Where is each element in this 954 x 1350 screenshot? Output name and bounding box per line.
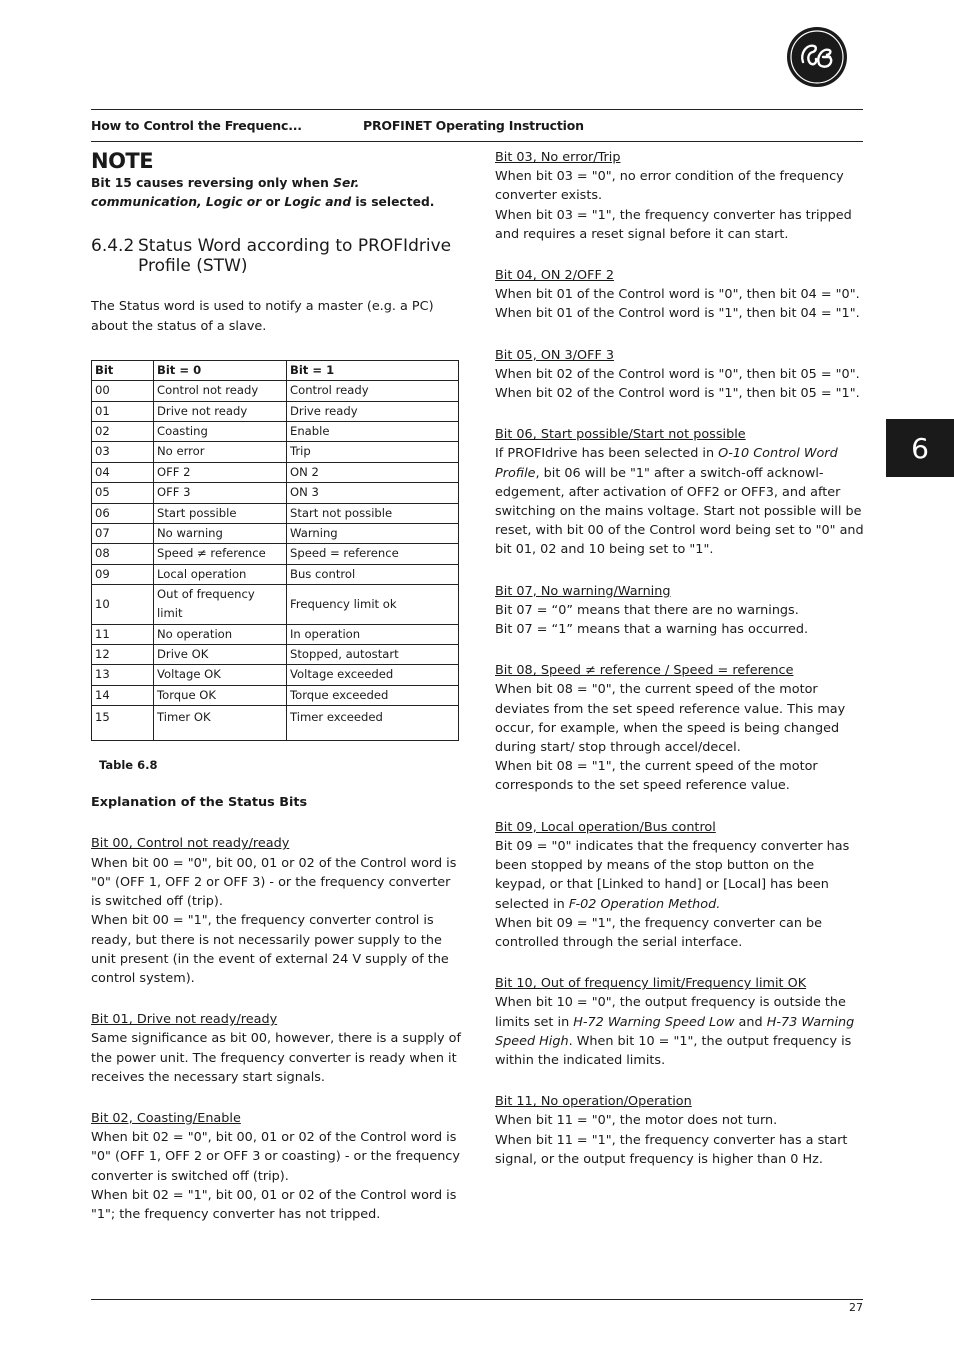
bit-one-meaning-cell: Stopped, autostart: [287, 644, 459, 664]
right-column: [495, 148, 867, 1169]
section-heading: [91, 236, 461, 276]
bit-zero-meaning-cell: Voltage OK: [154, 665, 287, 685]
bit-11-text-2: When bit 11 = "1", the frequency converter has a start signal, or the output frequency is higher than 0 Hz.: [495, 1132, 848, 1167]
left-column: [91, 148, 461, 1224]
bit-04-title: Bit 04, ON 2/OFF 2: [495, 268, 615, 284]
header-left-title: How to Control the Frequenc...: [91, 118, 302, 133]
table-row: [92, 421, 459, 441]
bit-number-cell: 08: [92, 544, 154, 564]
header-doc-title: PROFINET Operating Instruction: [363, 118, 584, 133]
bit-one-meaning-cell: Voltage exceeded: [287, 665, 459, 685]
bit-05-text-1: When bit 02 of the Control word is "0", then bit 05 = "0".: [495, 366, 860, 382]
bit-zero-meaning-cell: Drive OK: [154, 644, 287, 664]
bit-04-text-1: When bit 01 of the Control word is "0", then bit 04 = "0".: [495, 287, 860, 303]
bit-09-text-1: Bit 09 = "0" indicates that the frequency converter has been stopped by means of the stop button on the keypad, or that [Linked to hand] or [Local] has been selected in F-02 Operation Method.: [495, 838, 850, 912]
bit-00-text-2: When bit 00 = "1", the frequency converter control is ready, but there is not necessarily power supply to the unit present (in the event of external 24 V supply of the control system).: [91, 913, 449, 986]
bit-02-block: [91, 1109, 461, 1224]
bit-zero-meaning-cell: OFF 2: [154, 462, 287, 482]
table-row: [92, 685, 459, 705]
bit-02-text-2: When bit 02 = "1", bit 00, 01 or 02 of the Control word is "1"; the frequency converter has not tripped.: [91, 1187, 457, 1222]
bit-01-block: [91, 1010, 461, 1087]
bit-one-meaning-cell: In operation: [287, 624, 459, 644]
bit-number-cell: 07: [92, 523, 154, 543]
bit-zero-meaning-cell: Start possible: [154, 503, 287, 523]
bit-05-block: [495, 346, 867, 404]
bit-one-meaning-cell: Trip: [287, 442, 459, 462]
table-row: [92, 401, 459, 421]
bit-01-text-1: Same significance as bit 00, however, there is a supply of the power unit. The frequency converter is ready when it receives the necessary start signals.: [91, 1031, 461, 1085]
bit-number-cell: 13: [92, 665, 154, 685]
bit-one-meaning-cell: Frequency limit ok: [287, 585, 459, 624]
bit-02-text-1: When bit 02 = "0", bit 00, 01 or 02 of the Control word is "0" (OFF 1, OFF 2 or OFF 3 or coasting) - or the frequency converter is switched off (trip).: [91, 1130, 460, 1184]
bit-one-meaning-cell: Speed = reference: [287, 544, 459, 564]
bit-one-meaning-cell: Enable: [287, 421, 459, 441]
bit-03-block: [495, 148, 867, 244]
table-header-cell: Bit: [92, 360, 154, 380]
table-row: [92, 624, 459, 644]
intro-paragraph: The Status word is used to notify a master (e.g. a PC) about the status of a slave.: [91, 299, 434, 334]
bit-10-title: Bit 10, Out of frequency limit/Frequency limit OK: [495, 976, 807, 992]
bit-one-meaning-cell: Warning: [287, 523, 459, 543]
bit-01-title: Bit 01, Drive not ready/ready: [91, 1012, 278, 1028]
bit-09-title: Bit 09, Local operation/Bus control: [495, 819, 716, 835]
bit-02-title: Bit 02, Coasting/Enable: [91, 1110, 241, 1126]
bit-zero-meaning-cell: Local operation: [154, 564, 287, 584]
bit-05-text-2: When bit 02 of the Control word is "1", then bit 05 = "1".: [495, 386, 860, 402]
bit-08-title: Bit 08, Speed ≠ reference / Speed = reference: [495, 663, 794, 679]
page-number: 27: [849, 1301, 863, 1314]
table-caption: Table 6.8: [99, 758, 158, 773]
bit-03-text-2: When bit 03 = "1", the frequency converter has tripped and requires a reset signal before it can start.: [495, 207, 852, 242]
bit-09-block: [495, 818, 867, 952]
bit-number-cell: 03: [92, 442, 154, 462]
bit-zero-meaning-cell: Timer OK: [154, 706, 287, 741]
section-title: Status Word according to PROFIdrive Profile (STW): [138, 236, 452, 277]
bit-00-title: Bit 00, Control not ready/ready: [91, 836, 290, 852]
bit-10-block: [495, 974, 867, 1070]
bit-number-cell: 02: [92, 421, 154, 441]
bit-zero-meaning-cell: Speed ≠ reference: [154, 544, 287, 564]
bit-number-cell: 04: [92, 462, 154, 482]
bit-zero-meaning-cell: Torque OK: [154, 685, 287, 705]
bit-number-cell: 00: [92, 381, 154, 401]
bit-zero-meaning-cell: Out of frequency limit: [154, 585, 287, 624]
bit-number-cell: 06: [92, 503, 154, 523]
bit-03-text-1: When bit 03 = "0", no error condition of the frequency converter exists.: [495, 169, 844, 204]
bit-07-text-2: Bit 07 = “1” means that a warning has occurred.: [495, 622, 809, 638]
bit-11-text-1: When bit 11 = "0", the motor does not turn.: [495, 1113, 778, 1129]
footer-rule: [91, 1299, 863, 1300]
bit-10-text: When bit 10 = "0", the output frequency is outside the limits set in H-72 Warning Speed Low and H-73 Warning Speed High. When bit 10 = "1", the output frequency is within the indicated limits.: [495, 995, 855, 1068]
bit-number-cell: 12: [92, 644, 154, 664]
table-row: [92, 564, 459, 584]
bit-one-meaning-cell: ON 3: [287, 483, 459, 503]
bit-09-text-2: When bit 09 = "1", the frequency converter can be controlled through the serial interface.: [495, 915, 823, 950]
bit-11-block: [495, 1092, 867, 1169]
ge-logo: [786, 26, 848, 88]
table-row: [92, 462, 459, 482]
bit-05-title: Bit 05, ON 3/OFF 3: [495, 347, 615, 363]
bit-zero-meaning-cell: OFF 3: [154, 483, 287, 503]
table-row: [92, 483, 459, 503]
bit-one-meaning-cell: Drive ready: [287, 401, 459, 421]
bit-06-title: Bit 06, Start possible/Start not possible: [495, 427, 746, 443]
note-title: NOTE: [91, 149, 154, 173]
explanation-heading: Explanation of the Status Bits: [91, 795, 308, 811]
table-row: [92, 644, 459, 664]
bit-00-text-1: When bit 00 = "0", bit 00, 01 or 02 of the Control word is "0" (OFF 1, OFF 2 or OFF 3) - or the frequency converter is switched off (trip).: [91, 855, 457, 910]
header-bottom-rule: [91, 141, 863, 142]
table-row: [92, 503, 459, 523]
bit-07-title: Bit 07, No warning/Warning: [495, 583, 671, 599]
bit-one-meaning-cell: Bus control: [287, 564, 459, 584]
bit-04-block: [495, 266, 867, 324]
chapter-tab[interactable]: 6: [886, 419, 954, 477]
table-row: [92, 585, 459, 624]
table-row: [92, 665, 459, 685]
bit-one-meaning-cell: Control ready: [287, 381, 459, 401]
bit-zero-meaning-cell: No warning: [154, 523, 287, 543]
bit-03-title: Bit 03, No error/Trip: [495, 150, 621, 165]
bit-one-meaning-cell: Timer exceeded: [287, 706, 459, 741]
bit-00-block: [91, 834, 461, 988]
bit-08-text-1: When bit 08 = "0", the current speed of the motor deviates from the set speed reference value. This may occur, for example, when the speed is being changed during start/ stop through accel/decel.: [495, 682, 846, 756]
bit-04-text-2: When bit 01 of the Control word is "1", then bit 04 = "1".: [495, 306, 860, 322]
table-row: [92, 442, 459, 462]
bit-06-text: If PROFIdrive has been selected in O-10 Control Word Profile, bit 06 will be "1" after a switch-off acknowl- edgement, after activation of OFF2 or OFF3, and after switching on the mains voltage. Start not possible will be reset, with bit 00 of the Control word being set to "0" and bit 01, 02 and 10 being set to "1".: [495, 446, 864, 558]
section-number: 6.4.2: [91, 236, 135, 257]
bit-one-meaning-cell: ON 2: [287, 462, 459, 482]
table-row: [92, 523, 459, 543]
bit-08-block: [495, 661, 867, 795]
bit-number-cell: 14: [92, 685, 154, 705]
bit-07-text-1: Bit 07 = “0” means that there are no warnings.: [495, 602, 799, 618]
bit-number-cell: 09: [92, 564, 154, 584]
header-top-rule: [91, 109, 863, 110]
bit-number-cell: 10: [92, 585, 154, 624]
note-text: Bit 15 causes reversing only when Ser. communication, Logic or or Logic and is selected.: [91, 176, 435, 210]
bit-one-meaning-cell: Start not possible: [287, 503, 459, 523]
status-word-table: [91, 360, 459, 741]
table-row: [92, 706, 459, 741]
table-row: [92, 544, 459, 564]
bit-number-cell: 05: [92, 483, 154, 503]
table-header-cell: Bit = 0: [154, 360, 287, 380]
bit-zero-meaning-cell: Coasting: [154, 421, 287, 441]
bit-one-meaning-cell: Torque exceeded: [287, 685, 459, 705]
table-row: [92, 381, 459, 401]
table-header-cell: Bit = 1: [287, 360, 459, 380]
table-header-row: [92, 360, 459, 380]
bit-number-cell: 11: [92, 624, 154, 644]
bit-zero-meaning-cell: Control not ready: [154, 381, 287, 401]
bit-11-title: Bit 11, No operation/Operation: [495, 1094, 692, 1110]
bit-number-cell: 15: [92, 706, 154, 741]
bit-number-cell: 01: [92, 401, 154, 421]
bit-06-block: [495, 425, 867, 559]
bit-07-block: [495, 582, 867, 640]
bit-08-text-2: When bit 08 = "1", the current speed of the motor corresponds to the set speed reference value.: [495, 759, 818, 794]
bit-zero-meaning-cell: No operation: [154, 624, 287, 644]
bit-zero-meaning-cell: Drive not ready: [154, 401, 287, 421]
bit-zero-meaning-cell: No error: [154, 442, 287, 462]
